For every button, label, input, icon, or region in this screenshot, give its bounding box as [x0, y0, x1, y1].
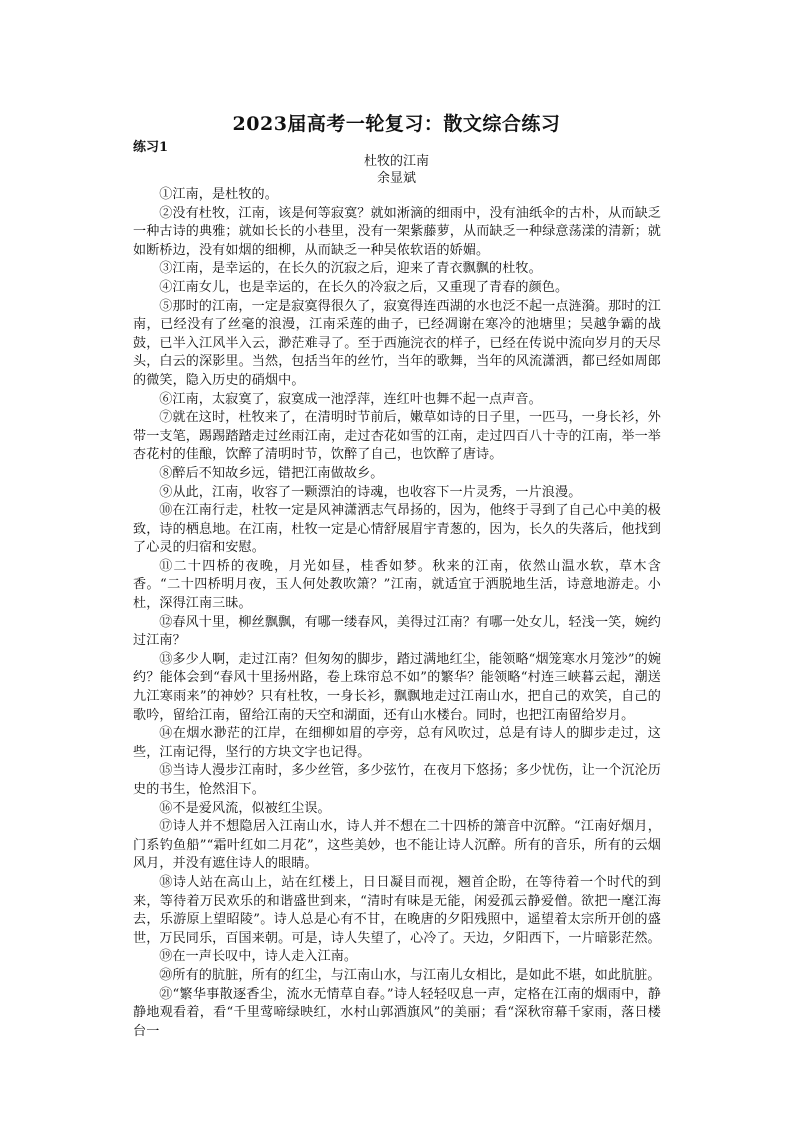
paragraph-18: ⑱诗人站在高山上，站在红楼上，日日凝目而视，翘首企盼，在等待着一个时代的到来，等待着万民欢乐的和谐盛世到来，“清时有味是无能，闲爱孤云静爱僧。欲把一麾江海去，乐游原上望昭陵”。诗人总是心有不甘，在晚唐的夕阳残照中，遥望着太宗所开创的盛世，万民同乐，百国来朝。可是，诗人失望了，心冷了。天边，夕阳西下，一片暗影茫然。	[133, 874, 661, 946]
paragraph-15: ⑮当诗人漫步江南时，多少丝管，多少弦竹，在夜月下悠扬；多少忧伤，让一个沉沦历史的书生，怆然泪下。	[133, 763, 661, 797]
paragraph-13: ⑬多少人啊，走过江南？但匆匆的脚步，踏过满地红尘，能领略“烟笼寒水月笼沙”的婉约？能体会到“春风十里扬州路，卷上珠帘总不如”的繁华？能领略“村连三峡暮云起，潮送九江寒雨来”的神妙？只有杜牧，一身长衫，飘飘地走过江南山水，把自己的欢笑，自己的歌吟，留给江南，留给江南的天空和湖面，还有山水楼台。同时，也把江南留给岁月。	[133, 651, 661, 723]
paragraph-21: ㉑“繁华事散逐香尘，流水无情草自春。”诗人轻轻叹息一声，定格在江南的烟雨中，静静地观看着，看“千里莺啼绿映红，水村山郭酒旗风”的美丽；看“深秋帘幕千家雨，落日楼台一	[133, 986, 661, 1039]
paragraph-10: ⑩在江南行走，杜牧一定是风神潇洒志气昂扬的，因为，他终于寻到了自己心中美的极致，诗的栖息地。在江南，杜牧一定是心情舒展眉宇青葱的，因为，长久的失落后，他找到了心灵的归宿和安慰。	[133, 503, 661, 556]
paragraph-9: ⑨从此，江南，收容了一颗漂泊的诗魂，也收容下一片灵秀，一片浪漫。	[159, 484, 582, 500]
paragraph-20: ⑳所有的肮脏，所有的红尘，与江南山水，与江南儿女相比，是如此不堪，如此肮脏。	[159, 967, 661, 983]
paragraph-2: ②没有杜牧，江南，该是何等寂寞？就如淅滴的细雨中，没有油纸伞的古朴，从而缺乏一种古诗的典雅；就如长长的小巷里，没有一架紫藤萝，从而缺乏一种绿意荡漾的清新；就如断桥边，没有如烟的细柳，从而缺乏一种吴侬软语的娇媚。	[133, 205, 661, 258]
essay-title: 杜牧的江南	[363, 154, 429, 169]
paragraph-17: ⑰诗人并不想隐居入江南山水，诗人并不想在二十四桥的箫音中沉醉。“江南好烟月，门系钓鱼船”“霜叶红如二月花”，这些美妙，也不能让诗人沉醉。所有的音乐，所有的云烟风月，并没有遮住诗人的眼睛。	[133, 819, 661, 872]
paragraph-1: ①江南，是杜牧的。	[159, 187, 278, 202]
paragraph-5: ⑤那时的江南，一定是寂寞得很久了，寂寞得连西湖的水也泛不起一点涟漪。那时的江南，已经没有了丝毫的浪漫，江南采莲的曲子，已经凋谢在寒冷的池塘里；吴越争霸的战鼓，已半入江风半入云，渺茫难寻了。至于西施浣衣的样子，已经在传说中流向岁月的天尽头，白云的深影里。当然，包括当年的丝竹，当年的歌舞，当年的风流潇洒，都已经如周郎的微笑，隐入历史的硝烟中。	[133, 298, 661, 388]
essay-body	[133, 186, 661, 1041]
paragraph-12: ⑫春风十里，柳丝飘飘，有哪一缕春风，美得过江南？有哪一处女儿，轻浅一笑，婉约过江南？	[133, 614, 661, 649]
document-title: 2023届高考一轮复习：散文综合练习	[232, 113, 561, 135]
paragraph-19: ⑲在一声长叹中，诗人走入江南。	[159, 949, 358, 965]
paragraph-3: ③江南，是幸运的，在长久的沉寂之后，迎来了青衣飘飘的杜牧。	[159, 261, 542, 277]
paragraph-8: ⑧醉后不知故乡远，错把江南做故乡。	[159, 465, 384, 481]
paragraph-6: ⑥江南，太寂寞了，寂寞成一池浮萍，连红叶也舞不起一点声音。	[159, 391, 542, 407]
paragraph-11: ⑪二十四桥的夜晚，月光如昼，桂香如梦。秋来的江南，依然山温水软，草木含香。“二十四桥明月夜，玉人何处教吹箫？”江南，就适宜于洒脱地生活，诗意地游走。小杜，深得江南三昧。	[133, 558, 661, 612]
essay-author: 余显斌	[376, 171, 416, 186]
paragraph-14: ⑭在烟水渺茫的江岸，在细柳如眉的亭旁，总有风吹过，总是有诗人的脚步走过，这些，江南记得，坚行的方块文字也记得。	[133, 726, 661, 760]
paragraph-16: ⑯不是爱风流，似被红尘误。	[159, 800, 331, 816]
paragraph-4: ④江南女儿，也是幸运的，在长久的冷寂之后，又重现了青春的颜色。	[159, 279, 569, 295]
section-label: 练习1	[133, 140, 169, 155]
paragraph-7: ⑦就在这时，杜牧来了，在清明时节前后，嫩草如诗的日子里，一匹马，一身长衫，外带一支笔，踢踢踏踏走过丝雨江南，走过杏花如雪的江南，走过四百八十寺的江南，举一举杏花村的佳酿，饮醉了清明时节，饮醉了自己，也饮醉了唐诗。	[133, 410, 661, 463]
